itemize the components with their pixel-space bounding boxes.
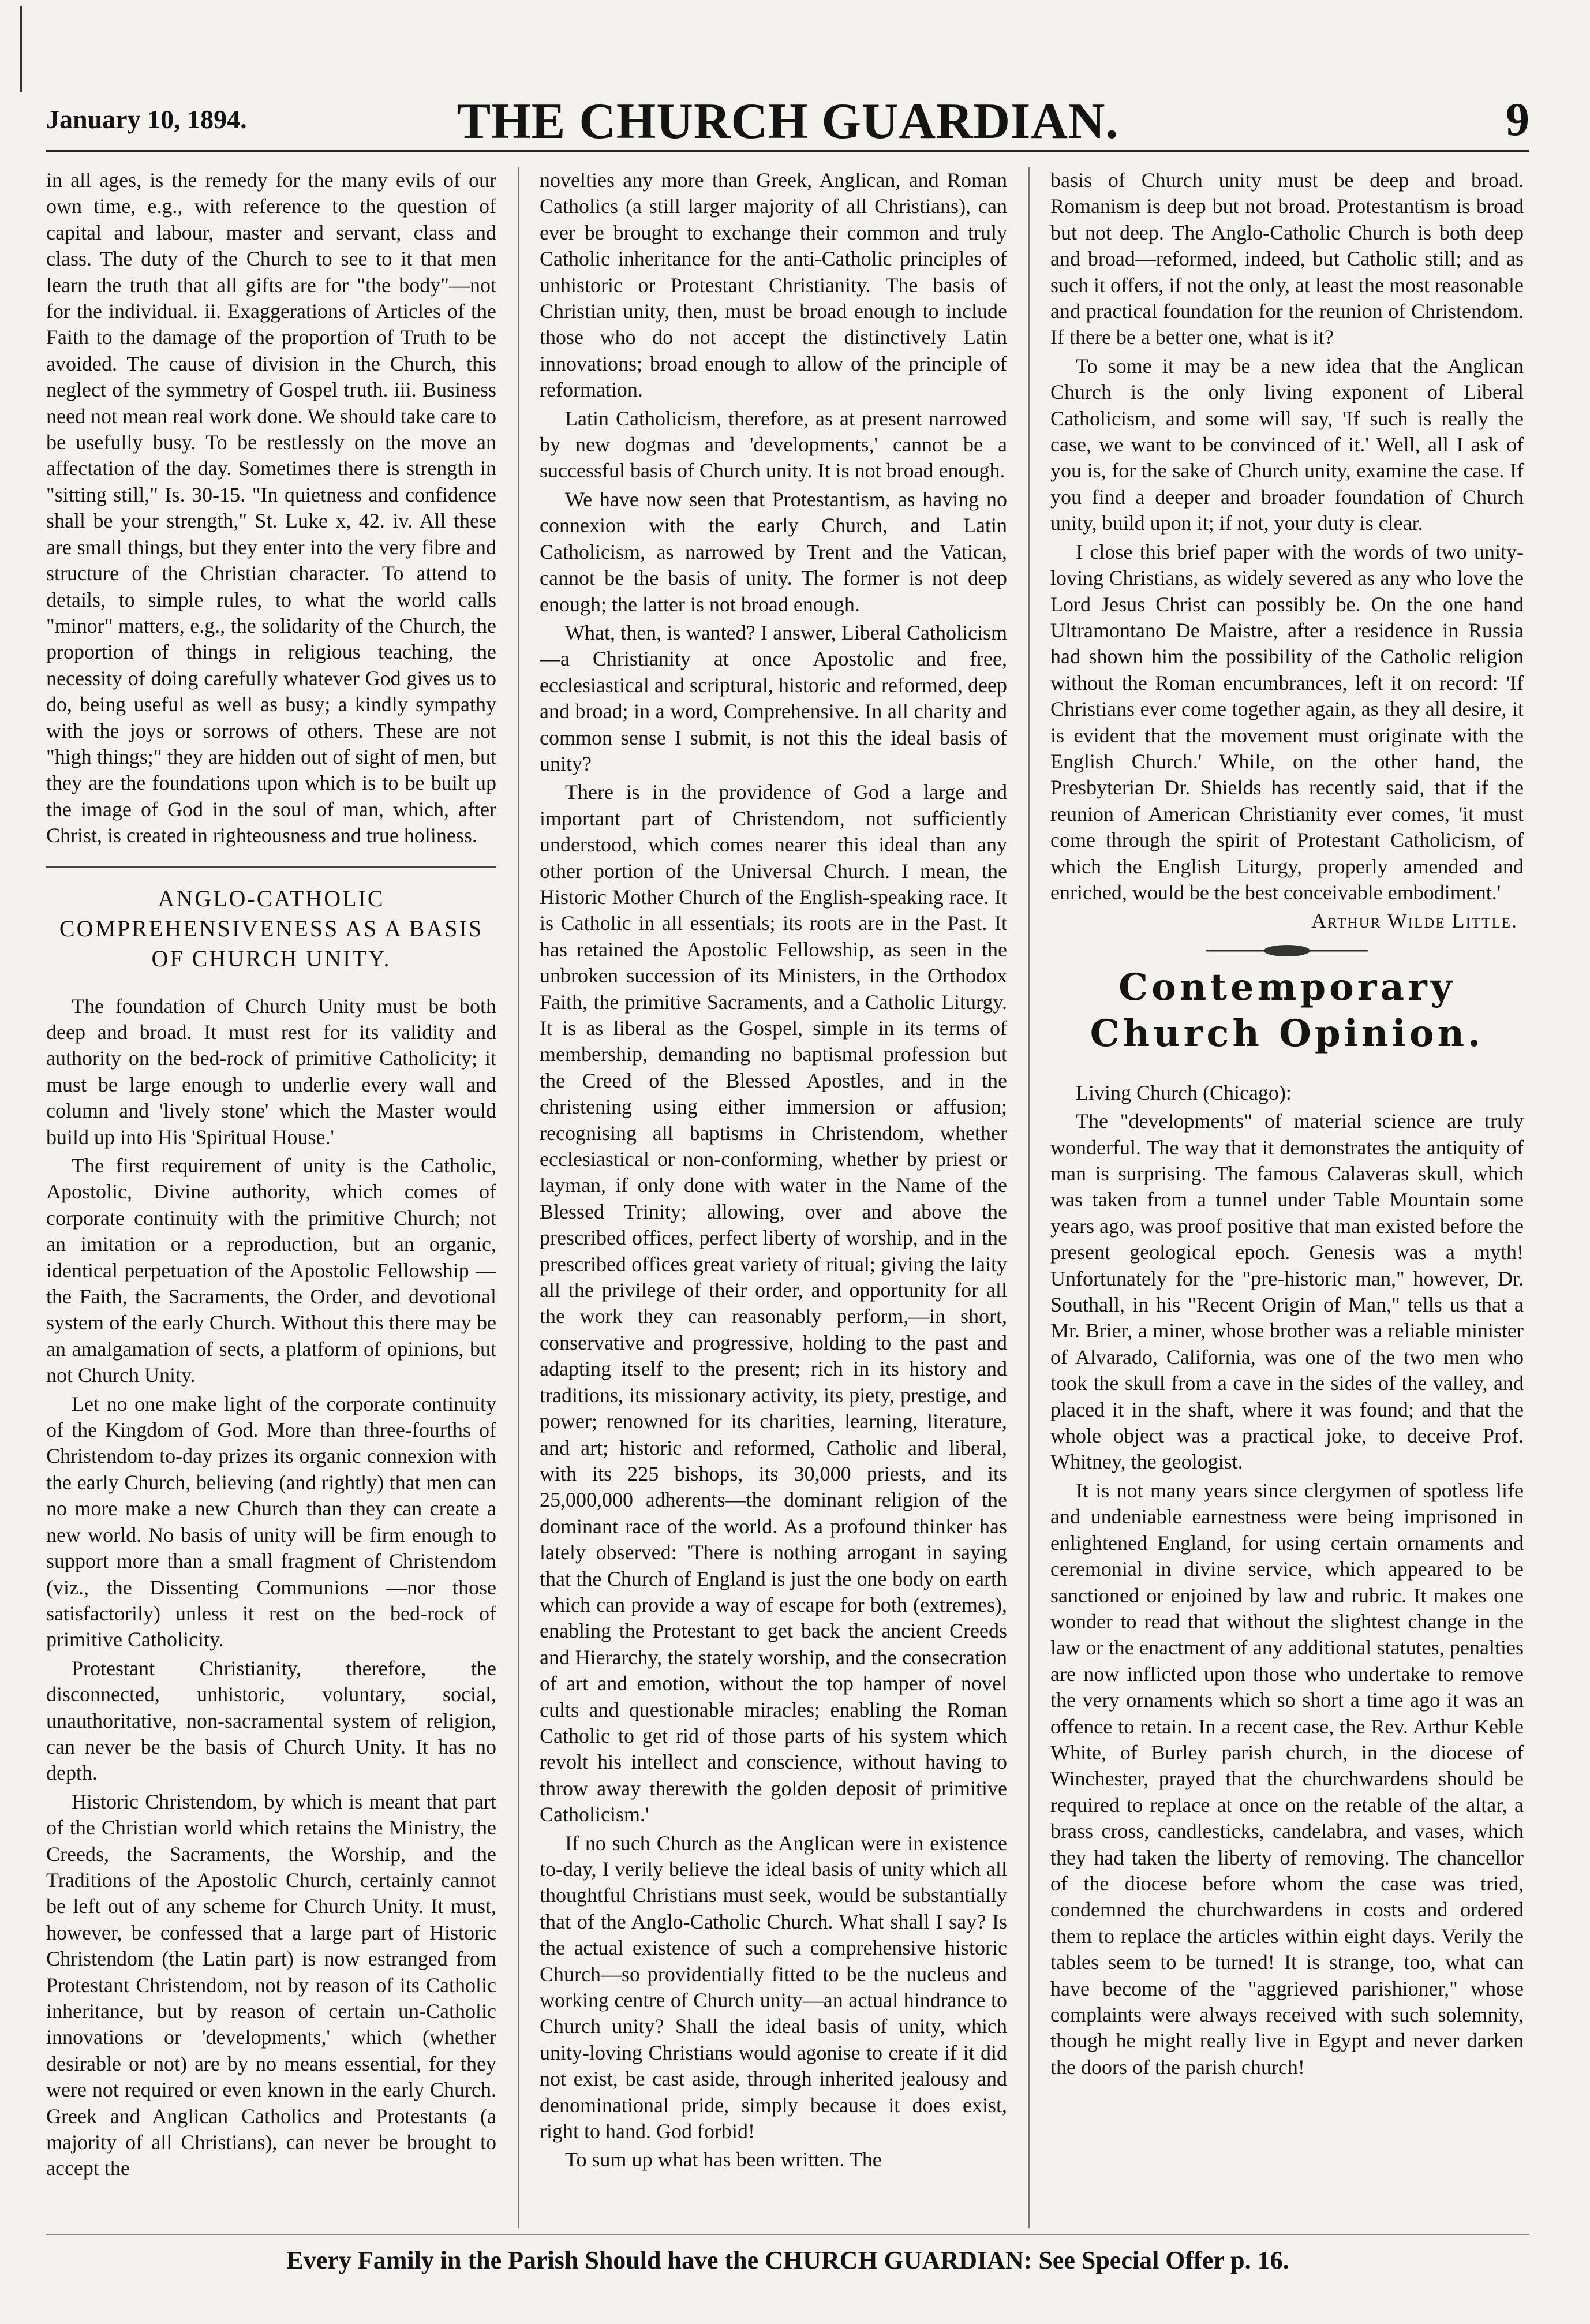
article-paragraph: To sum up what has been written. The (565, 2148, 882, 2172)
article-paragraph: The first requirement of unity is the Catholic, Apostolic, Divine authority, which comes of corporate continuity with the primitive Church; not an imitation or a reproduction, but an organic, identical perpetuation of the Apostolic Fellowship —the Faith, the Sacraments, the Order, and devotional system of the early Church. Without this there may be an amalgamation of sects, a platform of opinions, but not Church Unity. (46, 1154, 496, 1387)
article-paragraph: If no such Church as the Anglican were in existence to-day, I verily believe the ideal basis of unity which all thoughtful Christians must seek, would be substantially that of the Anglo-Catholic Church. What shall I say? Is the actual existence of such a comprehensive historic Church—so providentially fitted to be the nucleus and working centre of Church unity—an actual hindrance to Church unity? Shall the ideal basis of unity, which unity-loving Christians would agonise to create if it did not exist, be cast aside, through inherited jealousy and denominational pride, simply because it does exist, right to hand. God forbid! (540, 1831, 1007, 2143)
column-2 (540, 167, 1007, 2228)
article-paragraph: basis of Church unity must be deep and broad. Romanism is deep but not broad. Protestantism is broad but not deep. The Anglo-Catholic Church is both deep and broad—reformed, indeed, but Catholic still; and as such it offers, if not the only, at least the most reasonable and practical foundation for the reunion of Christendom. If there be a better one, what is it? (1050, 169, 1524, 349)
column-divider (518, 167, 519, 2228)
newspaper-title: THE CHURCH GUARDIAN. (457, 94, 1119, 150)
section-title: Contemporary Church Opinion. (1090, 965, 1484, 1055)
article-paragraph: Protestant Christianity, therefore, the disconnected, unhistoric, voluntary, social, unauthoritative, non-sacramental system of religion, can never be the basis of Church Unity. It has no depth. (46, 1656, 496, 1785)
article-paragraph: I close this brief paper with the words of two unity-loving Christians, as widely severed as any who love the Lord Jesus Christ can possibly be. On the one hand Ultramontano De Maistre, after a residence in Russia had shown him the possibility of the Catholic religion without the Roman encumbrances, left it on record: 'If Christians ever come together again, as they all desire, it is evident that the movement must originate with the English Church.' While, on the other hand, the Presbyterian Dr. Shields has recently said, that if the reunion of American Christianity ever comes, 'it must come through the spirit of Protestant Catholicism, of which the English Liturgy, properly amended and enriched, would be the best conceivable embodiment.' (1050, 540, 1524, 904)
article-paragraph: Let no one make light of the corporate continuity of the Kingdom of God. More than three-fourths of Christendom to-day prizes its organic connexion with the early Church, believing (and rightly) that men can no more make a new Church than they can create a new world. No basis of unity will be firm enough to support more than a small fragment of Christendom (viz., the Dissenting Communions —nor those satisfactorily) unless it rest on the bed-rock of primitive Catholicity. (46, 1392, 496, 1652)
article-paragraph: The "developments" of material science are truly wonderful. The way that it demonstrates the antiquity of man is surprising. The famous Calaveras skull, which was taken from a tunnel under Table Mountain some years ago, was proof positive that man existed before the present geological epoch. Genesis was a myth! Unfortunately for the "pre-historic man," however, Dr. Southall, in his "Recent Origin of Man," tells us that a Mr. Brier, a miner, whose brother was a reliable minister of Alvarado, California, was one of the two men who took the skull from a cave in the sides of the valley, and placed it in the shaft, where it was found; and that the whole object was a practical joke, to deceive Prof. Whitney, the geologist. (1050, 1109, 1524, 1474)
margin-mark (20, 6, 22, 92)
masthead (46, 87, 1529, 152)
article-paragraph: It is not many years since clergymen of spotless life and undeniable earnestness were being imprisoned in enlightened England, for using certain ornaments and ceremonial in divine service, which appeared to be sanctioned or enjoined by law and rubric. It makes one wonder to read that without the slightest change in the law or the enactment of any additional statutes, penalties are now inflicted upon those who undertake to remove the very ornaments which so short a time ago it was an offence to retain. In a recent case, the Rev. Arthur Keble White, of Burley parish church, in the diocese of Winchester, prayed that the churchwardens should be required to replace at once on the retable of the altar, a brass cross, candlesticks, candelabra, and vases, which they had taken the liberty of removing. The chancellor of the diocese before whom the case was tried, condemned the churchwardens in costs and ordered them to replace the articles within eight days. Verily the tables seem to be turned! It is strange, too, what can have become of the "aggrieved parishioner," whose complaints were always received with such solemnity, though he might really live in Egypt and never darken the doors of the parish church! (1050, 1478, 1524, 2079)
ornament-rule-icon (1200, 939, 1374, 962)
footer-advert: Every Family in the Parish Should have the CHURCH GUARDIAN: See Special Offer p. 16. (286, 2246, 1289, 2274)
column-3 (1050, 167, 1524, 2228)
article-paragraph: The foundation of Church Unity must be both deep and broad. It must rest for its validity and authority on the bed-rock of primitive Catholicity; it must be large enough to underlie every wall and column and 'lively stone' which the Master would build up into His 'Spiritual House.' (46, 994, 496, 1149)
article-paragraph: in all ages, is the remedy for the many evils of our own time, e.g., with reference to the question of capital and labour, master and servant, class and class. The duty of the Church to see to it that men learn the truth that all gifts are for "the body"—not for the individual. ii. Exaggerations of Articles of the Faith to the damage of the proportion of Truth to be avoided. The cause of division in the Church, this neglect of the symmetry of Gospel truth. iii. Business need not mean real work done. We should take care to be usefully busy. To be restlessly on the move an affectation of the day. Sometimes there is strength in "sitting still," Is. 30-15. "In quietness and confidence shall be your strength," St. Luke x, 42. iv. All these are small things, but they enter into the very fibre and structure of the Christian character. To attend to details, to simple rules, to what the world calls "minor" matters, e.g., the solidarity of the Church, the proportion of things in religious teaching, the necessity of doing carefully whatever God gives us to do, being useful as well as busy; a kindly sympathy with the joys or sorrows of others. These are not "high things;" they are hidden out of sight of men, but they are the foundations upon which is to be built up the image of God in the soul of man, which, after Christ, is created in righteousness and true holiness. (46, 169, 496, 847)
page-number: 9 (1506, 93, 1529, 145)
article-paragraph: What, then, is wanted? I answer, Liberal Catholicism—a Christianity at once Apostolic and free, ecclesiastical and scriptural, historic and reformed, deep and broad; in a word, Comprehensive. In all charity and common sense I submit, is not this the ideal basis of unity? (540, 621, 1007, 775)
issue-date: January 10, 1894. (46, 104, 247, 134)
article-paragraph: We have now seen that Protestantism, as having no connexion with the early Church, and Latin Catholicism, as narrowed by Trent and the Vatican, cannot be the basis of unity. The former is not deep enough; the latter is not broad enough. (540, 487, 1007, 616)
article-paragraph: Historic Christendom, by which is meant that part of the Christian world which retains the Ministry, the Creeds, the Sacraments, the Worship, and the Traditions of the Apostolic Church, certainly cannot be left out of any scheme for Church Unity. It must, however, be confessed that a large part of Historic Christendom (the Latin part) is now estranged from Protestant Christendom, not by reason of its Catholic inheritance, but by reason of certain un-Catholic innovations or 'developments,' which (whether desirable or not) are by no means essential, for they were not required or even known in the early Church. Greek and Anglican Catholics and Protestants (a majority of all Christians), can never be brought to accept the (46, 1789, 496, 2180)
column-1 (46, 167, 496, 2228)
article-paragraph: novelties any more than Greek, Anglican, and Roman Catholics (a still larger majority of all Christians), can ever be brought to exchange their common and truly Catholic inheritance for the anti-Catholic principles of unhistoric or Protestant Christianity. The basis of Christian unity, then, must be broad enough to include those who do not accept the distinctively Latin innovations; broad enough to allow of the principle of reformation. (540, 169, 1007, 402)
footer-rule (46, 2234, 1529, 2235)
source-citation: Living Church (Chicago): (1076, 1081, 1292, 1104)
author-signature: Arthur Wilde Little. (1311, 909, 1518, 933)
article-paragraph: To some it may be a new idea that the Anglican Church is the only living exponent of Liberal Catholicism, and some will say, 'If such is really the case, we want to be convinced of it.' Well, all I ask of you is, for the sake of Church unity, examine the case. If you find a deeper and broader foundation of Church unity, build upon it; if not, your duty is clear. (1050, 354, 1524, 535)
article-paragraph: Latin Catholicism, therefore, as at present narrowed by new dogmas and 'developments,' cannot be a successful basis of Church unity. It is not broad enough. (540, 406, 1007, 483)
article-paragraph: There is in the providence of God a large and important part of Christendom, not sufficiently understood, which comes nearer this ideal than any other portion of the Universal Church. I mean, the Historic Mother Church of the English-speaking race. It is Catholic in all essentials; its roots are in the Past. It has retained the Apostolic Fellowship, as seen in the unbroken succession of its Ministers, in the Orthodox Faith, the primitive Sacraments, and a Catholic Liturgy. It is as liberal as the Gospel, simple in its terms of membership, demanding no baptismal profession but the Creed of the Blessed Apostles, and in the christening using either immersion or affusion; recognising all baptisms in Christendom, whether ecclesiastical or non-conforming, whether by priest or layman, if only done with water in the Name of the Blessed Trinity; allowing, over and above the prescribed offices, perfect liberty of worship, and in the prescribed offices great variety of ritual; giving the laity all the privilege of their order, and opportunity for all the work they can reasonably perform,—in short, conservative and progressive, holding to the past and adapting itself to the present; rich in its history and traditions, its missionary activity, its piety, prestige, and power; renowned for its charities, learning, literature, and art; historic and reformed, Catholic and liberal, with its 225 bishops, its 30,000 priests, and its 25,000,000 adherents—the dominant religion of the dominant race of the world. As a profound thinker has lately observed: 'There is nothing arrogant in saying that the Church of England is just the one body on earth which can provide a way of escape for both (extremes), enabling the Protestant to get back the ancient Creeds and Hierarchy, the stately worship, and the consecration of art and emotion, without the top hamper of novel cults and questionable miracles; enabling the Roman Catholic to get rid of those parts of his system which revolt his intellect and conscience, without having to throw away therewith the golden deposit of primitive Catholicism.' (540, 780, 1007, 1826)
column-divider (1028, 167, 1030, 2228)
article-heading: ANGLO-CATHOLIC COMPREHENSIVENESS AS A BASIS OF CHURCH UNITY. (46, 866, 496, 974)
